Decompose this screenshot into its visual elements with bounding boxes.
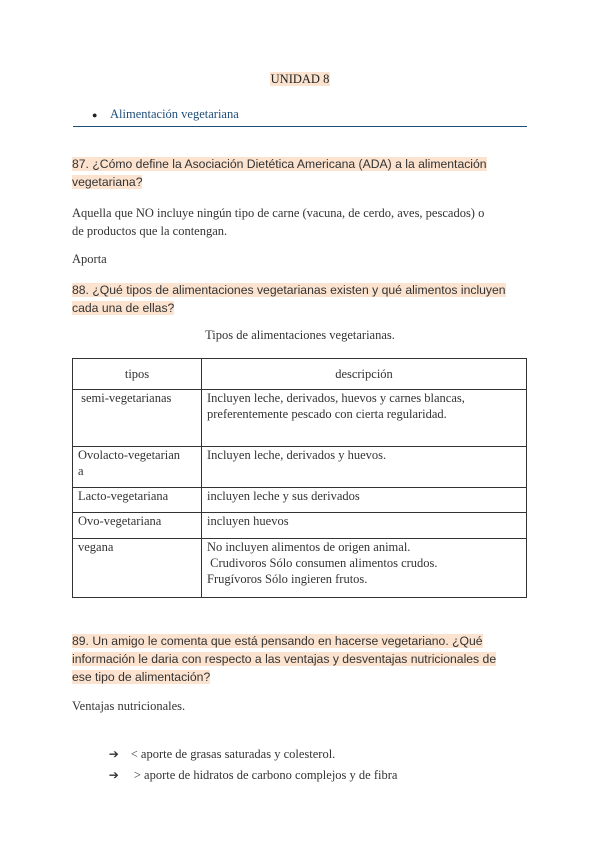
table-row	[73, 447, 527, 488]
table-header-row	[73, 359, 527, 390]
answer-87	[72, 204, 532, 240]
question-line: ese tipo de alimentación?	[72, 670, 211, 684]
table-cell-tipo: vegana	[73, 539, 202, 598]
table-cell-tipo: Ovolacto-vegetarian a	[73, 447, 202, 488]
question-line: vegetariana?	[72, 175, 143, 189]
question-line: 89. Un amigo le comenta que está pensando en hacerse vegetariano. ¿Qué	[72, 634, 483, 648]
answer-line: Aquella que NO incluye ningún tipo de carne (vacuna, de cerdo, aves, pescados) o	[72, 206, 485, 220]
table-row	[73, 539, 527, 598]
ventajas-heading: Ventajas nutricionales.	[72, 699, 186, 713]
question-89	[72, 632, 532, 686]
table-cell-tipo: Lacto-vegetariana	[73, 488, 202, 513]
question-line: 87. ¿Cómo define la Asociación Dietética Americana (ADA) a la alimentación	[72, 157, 487, 171]
list-item: ➔ > aporte de hidratos de carbono complejos y de fibra	[108, 768, 398, 782]
table-header-tipos: tipos	[73, 359, 202, 390]
arrow-right-icon: ➔	[108, 768, 119, 782]
table-cell-desc: incluyen leche y sus derivados	[202, 488, 527, 513]
table-cell-desc: No incluyen alimentos de origen animal. Crudivoros Sólo consumen alimentos crudos. Frugívoros Sólo ingieren frutos.	[202, 539, 527, 598]
table-cell-desc: Incluyen leche, derivados y huevos.	[202, 447, 527, 488]
question-line: información le daria con respecto a las ventajas y desventajas nutricionales de	[72, 652, 497, 666]
vegetarian-types-table	[72, 358, 527, 598]
table-cell-tipo: Ovo-vegetariana	[73, 513, 202, 539]
table-row	[73, 390, 527, 447]
section-title: Alimentación vegetariana	[110, 107, 239, 121]
table-cell-desc: Incluyen leche, derivados, huevos y carnes blancas, preferentemente pescado con cierta regularidad.	[202, 390, 527, 447]
table-row	[73, 513, 527, 539]
table-cell-desc: incluyen huevos	[202, 513, 527, 539]
question-line: 88. ¿Qué tipos de alimentaciones vegetarianas existen y qué alimentos incluyen	[72, 283, 506, 297]
table-caption: Tipos de alimentaciones vegetarianas.	[205, 328, 395, 342]
arrow-right-icon: ➔	[108, 747, 119, 761]
table-cell-tipo: semi-vegetarianas	[73, 390, 202, 447]
question-87	[72, 155, 532, 191]
question-line: cada una de ellas?	[72, 301, 175, 315]
bullet-icon: ●	[92, 110, 98, 120]
table-row	[73, 488, 527, 513]
answer-line: de productos que la contengan.	[72, 224, 228, 238]
table-header-descripcion: descripción	[202, 359, 527, 390]
list-item: ➔ < aporte de grasas saturadas y colesterol.	[108, 747, 336, 761]
aporta-text: Aporta	[72, 252, 107, 266]
ventajas-list	[90, 727, 398, 782]
question-88	[72, 281, 532, 317]
section-heading	[73, 106, 527, 127]
unit-title: UNIDAD 8	[270, 72, 330, 86]
